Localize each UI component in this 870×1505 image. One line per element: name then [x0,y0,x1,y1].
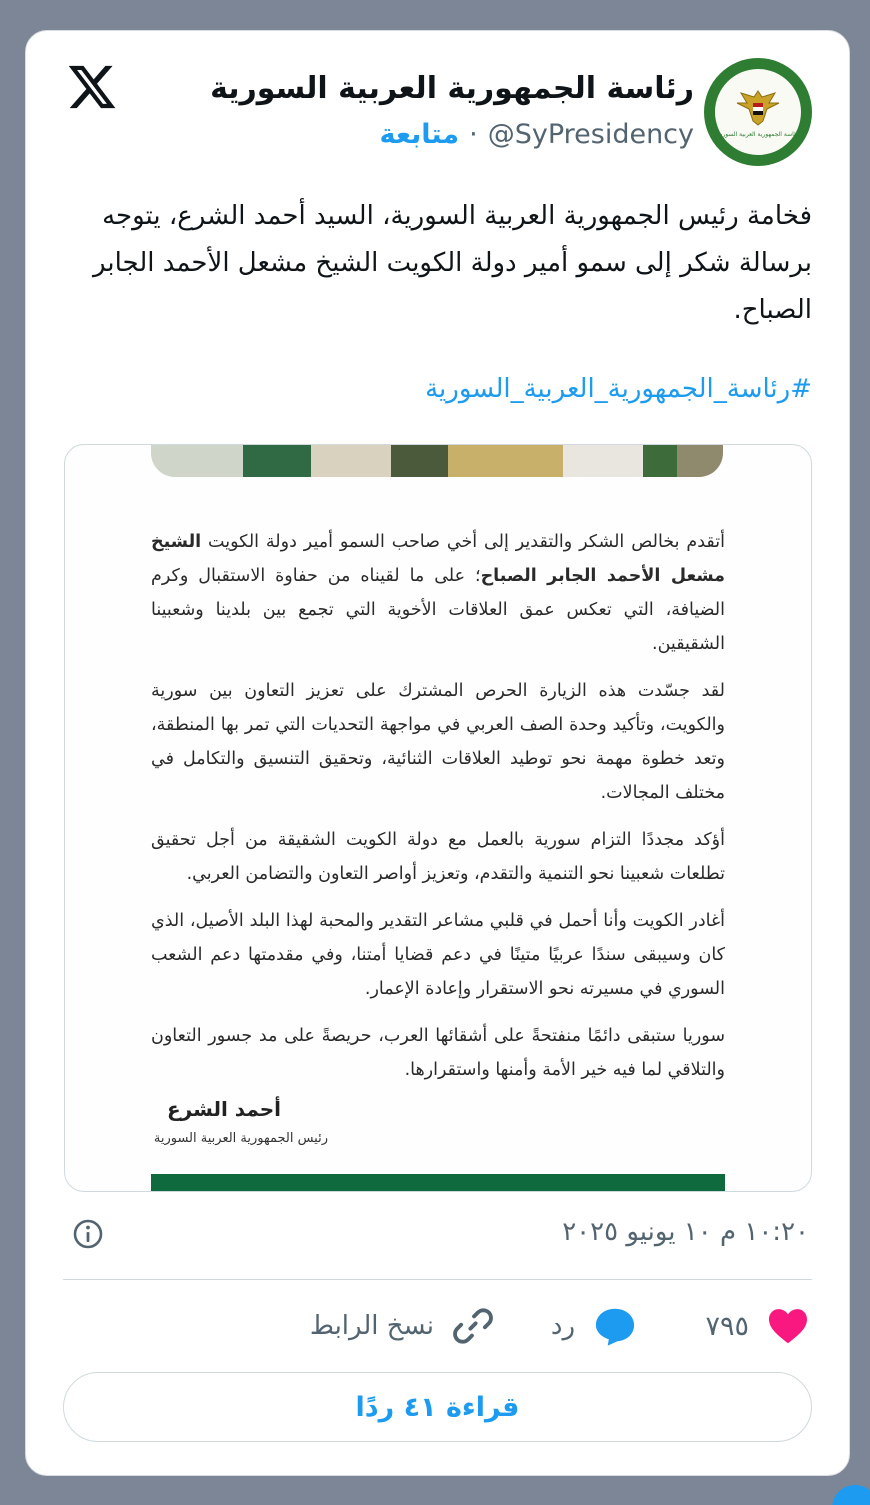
follow-button[interactable]: متابعة [379,119,460,150]
letter-paragraph: أتقدم بخالص الشكر والتقدير إلى أخي صاحب السمو أمير دولة الكويت الشيخ مشعل الأحمد الجابر الصباح؛ على ما لقيناه من حفاوة الاستقبال وكرم الضيافة، التي تعكس عمق العلاقات الأخوية التي تجمع بين بلدينا وشعبينا الشقيقين. [151,532,725,654]
like-count: ٧٩٥ [705,1310,749,1342]
emblem-icon [715,69,801,155]
copy-link-label: نسخ الرابط [309,1311,434,1341]
link-icon [452,1305,494,1347]
letter-paragraph: سوريا ستبقى دائمًا منفتحةً على أشقائها العرب، حريصةً على مد جسور التعاون والتلاقي لما فيه خير الأمة وأمنها واستقرارها. [151,1026,725,1080]
display-name[interactable]: رئاسة الجمهورية العربية السورية [210,71,694,106]
photo-strip [151,444,723,477]
divider [63,1279,812,1280]
info-icon[interactable] [72,1218,104,1250]
read-replies-button[interactable]: قراءة ٤١ ردًا [63,1372,812,1442]
heart-icon [767,1307,809,1345]
avatar[interactable] [704,58,812,166]
reply-label: رد [550,1311,575,1341]
letter-body [151,525,725,1100]
copy-link-button[interactable] [310,1301,494,1351]
emir-name: الشيخ مشعل الأحمد الجابر الصباح [151,532,725,586]
signature-name: أحمد الشرع [166,1097,281,1121]
reply-button[interactable] [551,1301,637,1351]
tweet-timestamp[interactable]: ١٠:٢٠ م ١٠ يونيو ٢٠٢٥ [562,1217,809,1247]
green-footer-bar [151,1174,725,1191]
eagle-icon [735,87,781,127]
account-handle[interactable]: @SyPresidency [487,119,694,150]
x-logo-icon[interactable] [66,61,118,113]
like-button[interactable] [705,1301,809,1351]
letter-paragraph: أغادر الكويت وأنا أحمل في قلبي مشاعر التقدير والمحبة لهذا البلد الأصيل، الذي كان وسيبقى سندًا عربيًا متينًا في دعم قضايا أمتنا، وفي مقدمتها دعم الشعب السوري في مسيرته نحو الاستقرار وإعادة الإعمار. [151,911,725,999]
separator-dot: · [469,119,478,150]
tweet-card [25,30,850,1476]
letter-paragraph: لقد جسّدت هذه الزيارة الحرص المشترك على تعزيز التعاون بين سورية والكويت، وتأكيد وحدة الصف العربي في مواجهة التحديات التي تمر بها المنطقة، وتعد خطوة مهمة نحو توطيد العلاقات الثنائية، وتحقيق التنسيق والتكامل في مختلف المجالات. [151,681,725,803]
signature-title: رئيس الجمهورية العربية السورية [153,1131,328,1146]
reply-bubble-icon [593,1306,637,1346]
letter-image[interactable] [64,444,812,1192]
tweet-text: فخامة رئيس الجمهورية العربية السورية، السيد أحمد الشرع، يتوجه برسالة شكر إلى سمو أمير دولة الكويت الشيخ مشعل الأحمد الجابر الصباح. [93,201,812,325]
letter-paragraph: أؤكد مجددًا التزام سورية بالعمل مع دولة الكويت الشقيقة من أجل تحقيق تطلعات شعبينا نحو التنمية والتقدم، وتعزيز أواصر التعاون والتضامن العربي. [151,830,725,884]
handle-row [379,119,694,150]
hashtag-link[interactable]: #رئاسة_الجمهورية_العربية_السورية [425,374,812,404]
floating-action-dot[interactable] [832,1485,870,1505]
avatar-caption: رئاسة الجمهورية العربية السورية [717,130,799,138]
